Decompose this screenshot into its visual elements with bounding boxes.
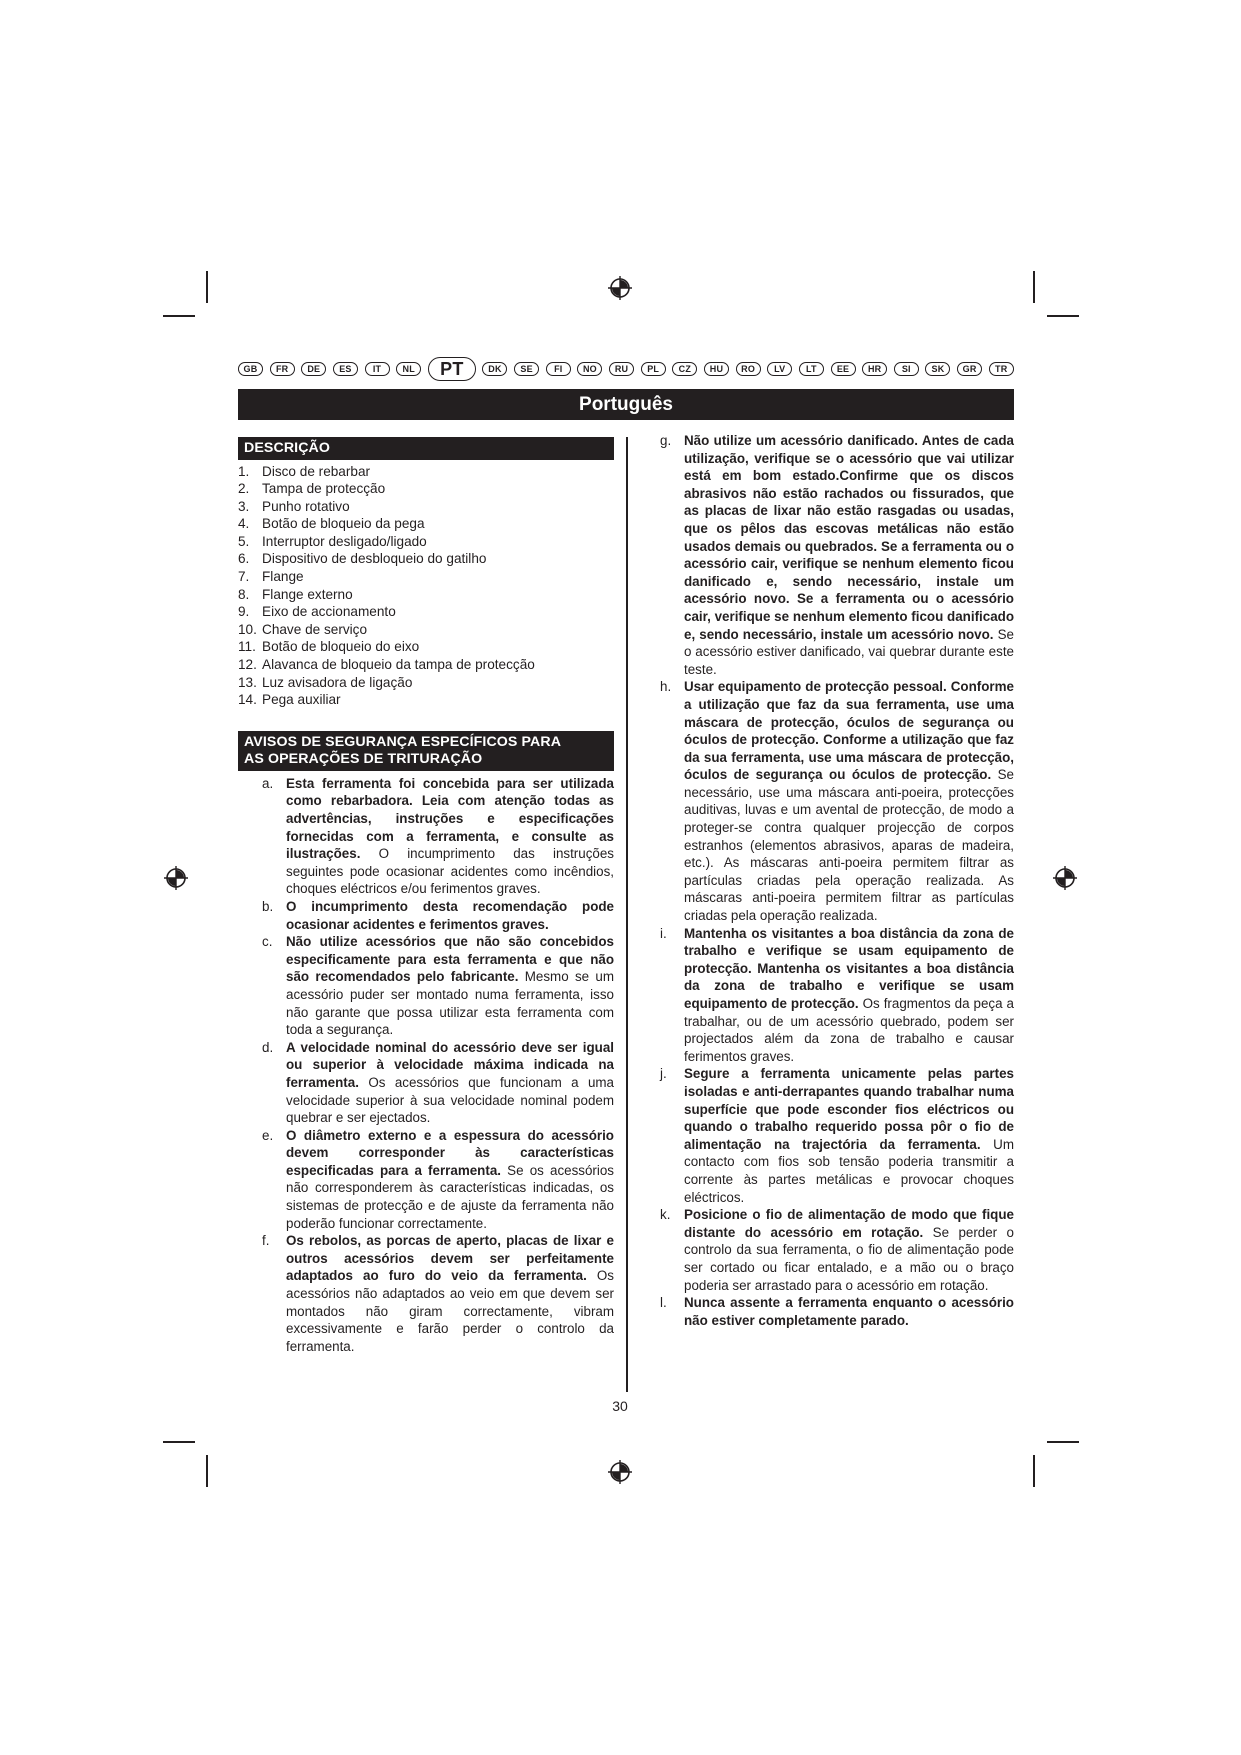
item-text: Luz avisadora de ligação bbox=[262, 674, 413, 690]
item-number: 5. bbox=[238, 533, 250, 549]
item-text: Punho rotativo bbox=[262, 498, 350, 514]
parts-list bbox=[238, 463, 614, 709]
warning-item bbox=[238, 1127, 614, 1233]
item-text: Pega auxiliar bbox=[262, 692, 341, 708]
item-number: 4. bbox=[238, 516, 250, 532]
warning-normal-text: Mesmo se um acessório puder ser montado numa ferramenta, isso não garante que possa utilizar esta ferramenta com toda a segurança. bbox=[286, 969, 614, 1038]
item-text: Disco de rebarbar bbox=[262, 463, 371, 479]
warning-bold-text: Não utilize um acessório danificado. Antes de cada utilização, verifique se o acessório que vai utilizar está em bom estado.Confirme que os discos abrasivos não estão rachados ou fissurados, que as placas de lixar não estão rasgadas ou usadas, que os pêlos das escovas metálicas não estão usados demais ou quebrados. Se a ferramenta ou o acessório cair, verifique se nenhum elemento ficou danificado e, sendo necessário, instale um acessório novo. Se a ferramenta ou o acessório cair, verifique se nenhum elemento ficou danificado e, sendo necessário, instale um acessório novo. bbox=[684, 433, 1014, 642]
warning-letter: j. bbox=[660, 1066, 667, 1082]
warning-normal-text: Os acessórios não adaptados ao veio em que devem ser montados não giram correctamente, vibram excessivamente e farão perder o controlo da ferramenta. bbox=[286, 1268, 614, 1354]
parts-list-item bbox=[238, 674, 614, 692]
warning-normal-text: Se os acessórios não corresponderem às características indicadas, os sistemas de protecção e de ajuste da ferramenta não poderão funcionar correctamente. bbox=[286, 1162, 615, 1231]
crop-mark bbox=[163, 1441, 195, 1443]
warning-normal-text: O incumprimento das instruções seguintes pode ocasionar acidentes como incêndios, choques eléctricos e/ou ferimentos graves. bbox=[286, 846, 614, 897]
language-tab-ru: RU bbox=[609, 362, 634, 376]
language-tab-cz: CZ bbox=[672, 362, 697, 376]
crop-mark bbox=[1033, 1455, 1035, 1487]
warning-item bbox=[652, 432, 1014, 678]
language-tab-nl: NL bbox=[396, 362, 421, 376]
crop-mark bbox=[1033, 271, 1035, 303]
item-number: 13. bbox=[238, 674, 257, 690]
warning-normal-text: Os fragmentos da peça a trabalhar, ou de um acessório quebrado, podem ser projectados além da zona de trabalho e causar ferimentos graves. bbox=[684, 996, 1014, 1064]
warning-item bbox=[652, 1206, 1014, 1294]
warning-bold-text: O incumprimento desta recomendação pode ocasionar acidentes e ferimentos graves. bbox=[286, 898, 614, 932]
item-number: 2. bbox=[238, 481, 250, 497]
warning-letter: i. bbox=[660, 925, 667, 941]
language-tab-fi: FI bbox=[546, 362, 571, 376]
warning-text bbox=[286, 1127, 614, 1233]
language-tab-hr: HR bbox=[862, 362, 887, 376]
warning-item bbox=[652, 678, 1014, 924]
item-number: 8. bbox=[238, 586, 250, 602]
warning-normal-text: Se perder o controlo da sua ferramenta, o fio de alimentação pode ser cortado ou ficar entalado, e a mão ou o braço poderia ser arrastado para o acessório em rotação. bbox=[684, 1224, 1014, 1293]
item-text: Chave de serviço bbox=[262, 621, 368, 637]
item-text: Dispositivo de desbloqueio do gatilho bbox=[262, 551, 487, 567]
item-text: Alavanca de bloqueio da tampa de protecção bbox=[262, 657, 535, 673]
item-text: Flange externo bbox=[262, 586, 353, 602]
registration-mark-icon bbox=[1052, 865, 1078, 891]
warning-text bbox=[286, 898, 614, 933]
parts-list-item bbox=[238, 656, 614, 674]
warning-item bbox=[238, 898, 614, 933]
item-text: Interruptor desligado/ligado bbox=[262, 533, 427, 549]
warning-letter: b. bbox=[262, 898, 274, 914]
language-tab-lt: LT bbox=[799, 362, 824, 376]
warning-text bbox=[684, 1294, 1014, 1329]
parts-list-item bbox=[238, 533, 614, 551]
warning-bold-text: Esta ferramenta foi concebida para ser utilizada como rebarbadora. Leia com atenção todas as advertências, instruções e especificações fornecidas com a ferramenta, e consulte as ilustrações. bbox=[286, 775, 614, 862]
parts-list-item bbox=[238, 498, 614, 516]
language-tab-no: NO bbox=[577, 362, 602, 376]
warning-bold-text: Segure a ferramenta unicamente pelas partes isoladas e anti-derrapantes quando trabalhar numa superfície que pode esconder fios eléctricos ou quando o trabalho requerido possa pôr o fio de alimentação na trajectória da ferramenta. bbox=[684, 1066, 1014, 1152]
parts-list-item bbox=[238, 480, 614, 498]
parts-list-item bbox=[238, 586, 614, 604]
warning-text bbox=[286, 933, 614, 1039]
item-text: Botão de bloqueio da pega bbox=[262, 516, 425, 532]
item-number: 6. bbox=[238, 551, 250, 567]
warning-letter: k. bbox=[660, 1207, 671, 1223]
language-tab-sk: SK bbox=[925, 362, 950, 376]
warnings-heading-line: AVISOS DE SEGURANÇA ESPECÍFICOS PARA bbox=[244, 733, 562, 750]
language-tab-se: SE bbox=[514, 362, 539, 376]
warning-letter: c. bbox=[262, 934, 273, 950]
parts-list-item bbox=[238, 463, 614, 481]
language-tab-hu: HU bbox=[704, 362, 729, 376]
language-tab-ee: EE bbox=[831, 362, 856, 376]
registration-mark-icon bbox=[163, 865, 189, 891]
language-tab-si: SI bbox=[894, 362, 919, 376]
warning-text bbox=[684, 678, 1014, 924]
language-tab-tr: TR bbox=[989, 362, 1014, 376]
warning-item bbox=[652, 1294, 1014, 1329]
warning-item bbox=[238, 1232, 614, 1355]
parts-list-item bbox=[238, 568, 614, 586]
crop-mark bbox=[163, 315, 195, 317]
warning-text bbox=[684, 1206, 1014, 1294]
language-tab-fr: FR bbox=[270, 362, 295, 376]
warning-text bbox=[684, 925, 1014, 1066]
warning-text bbox=[286, 1039, 614, 1127]
page-title: Português bbox=[238, 389, 1014, 420]
warning-item bbox=[652, 925, 1014, 1066]
crop-mark bbox=[1047, 315, 1079, 317]
language-tab-pt: PT bbox=[428, 357, 476, 381]
warnings-list-left bbox=[238, 775, 614, 1356]
page-number: 30 bbox=[612, 1398, 628, 1414]
item-number: 3. bbox=[238, 498, 250, 514]
warning-letter: l. bbox=[660, 1295, 667, 1311]
warning-letter: g. bbox=[660, 433, 672, 448]
warning-item bbox=[238, 933, 614, 1039]
item-number: 10. bbox=[238, 621, 257, 637]
warning-item bbox=[238, 775, 614, 898]
warning-bold-text: Mantenha os visitantes a boa distância da zona de trabalho e verifique se usam equipamento de protecção. Mantenha os visitantes a boa distância da zona de trabalho e verifique se usam equipamento de protecção. bbox=[684, 925, 1014, 1011]
item-text: Botão de bloqueio do eixo bbox=[262, 639, 420, 655]
language-tab-ro: RO bbox=[736, 362, 761, 376]
language-tab-es: ES bbox=[333, 362, 358, 376]
warning-letter: e. bbox=[262, 1127, 274, 1143]
parts-list-item bbox=[238, 515, 614, 533]
warning-letter: d. bbox=[262, 1039, 274, 1055]
warning-bold-text: Usar equipamento de protecção pessoal. Conforme a utilização que faz da sua ferramenta, use uma máscara de protecção, óculos de segurança ou óculos de protecção. Conforme a utilização que faz da sua ferramenta, use uma máscara de protecção, óculos de segurança ou óculos de protecção. bbox=[684, 679, 1014, 783]
left-column bbox=[238, 437, 614, 1355]
language-tab-lv: LV bbox=[767, 362, 792, 376]
item-number: 14. bbox=[238, 692, 257, 708]
item-number: 7. bbox=[238, 569, 250, 585]
warning-text bbox=[286, 1232, 614, 1355]
warning-letter: f. bbox=[262, 1233, 270, 1249]
warning-normal-text: Se o acessório estiver danificado, vai quebrar durante este teste. bbox=[684, 626, 1014, 677]
warning-letter: a. bbox=[262, 775, 274, 791]
language-tab-dk: DK bbox=[482, 362, 507, 376]
parts-list-item bbox=[238, 603, 614, 621]
item-text: Flange bbox=[262, 569, 304, 585]
language-tab-de: DE bbox=[301, 362, 326, 376]
crop-mark bbox=[206, 271, 208, 303]
warnings-list-right bbox=[652, 432, 1014, 1329]
crop-mark bbox=[1047, 1441, 1079, 1443]
column-divider bbox=[626, 437, 628, 1392]
item-number: 12. bbox=[238, 657, 257, 673]
item-number: 1. bbox=[238, 463, 250, 479]
parts-list-item bbox=[238, 550, 614, 568]
registration-mark-icon bbox=[607, 275, 633, 301]
crop-mark bbox=[206, 1455, 208, 1487]
right-column bbox=[652, 432, 1014, 1329]
warning-bold-text: Nunca assente a ferramenta enquanto o acessório não estiver completamente parado. bbox=[684, 1295, 1014, 1328]
parts-list-item bbox=[238, 691, 614, 709]
warning-item bbox=[238, 1039, 614, 1127]
item-text: Tampa de protecção bbox=[262, 481, 386, 497]
language-tab-gb: GB bbox=[238, 362, 263, 376]
warning-letter: h. bbox=[660, 679, 672, 695]
item-text: Eixo de accionamento bbox=[262, 604, 396, 620]
registration-mark-icon bbox=[607, 1459, 633, 1485]
language-tab-gr: GR bbox=[957, 362, 982, 376]
warning-bold-text: Posicione o fio de alimentação de modo que fique distante do acessório em rotação. bbox=[684, 1207, 1014, 1240]
warning-normal-text: Os acessórios que funcionam a uma velocidade superior à sua velocidade nominal podem quebrar e ser ejectados. bbox=[286, 1074, 614, 1126]
item-number: 11. bbox=[238, 639, 256, 655]
warning-text bbox=[684, 1065, 1014, 1206]
description-heading: DESCRIÇÃO bbox=[238, 437, 614, 460]
item-number: 9. bbox=[238, 604, 250, 620]
warning-text bbox=[286, 775, 614, 898]
warning-bold-text: A velocidade nominal do acessório deve ser igual ou superior à velocidade máxima indicada na ferramenta. bbox=[286, 1039, 614, 1090]
warning-normal-text: Um contacto com fios sob tensão poderia transmitir a corrente às partes metálicas e provocar choques eléctricos. bbox=[684, 1136, 1014, 1205]
warning-bold-text: Não utilize acessórios que não são concebidos especificamente para esta ferramenta e que não são recomendados pelo fabricante. bbox=[286, 934, 614, 985]
language-tab-pl: PL bbox=[641, 362, 666, 376]
warning-item bbox=[652, 1065, 1014, 1206]
warning-normal-text: Se necessário, use uma máscara anti-poeira, protecções auditivas, luvas e um avental de protecção, de modo a proteger-se contra qualquer projecção de corpos estranhos (elementos abrasivos, aparas de madeira, etc.). As máscaras anti-poeira permitem filtrar as partículas criadas pela operação realizada. As máscaras anti-poeira permitem filtrar as partículas criadas pela operação realizada. bbox=[684, 767, 1014, 924]
warnings-heading-line: AS OPERAÇÕES DE TRITURAÇÃO bbox=[244, 751, 483, 768]
warning-bold-text: O diâmetro externo e a espessura do acessório devem corresponder às características especificadas para a ferramenta. bbox=[286, 1127, 614, 1178]
language-tabs bbox=[238, 356, 1014, 382]
warnings-heading bbox=[238, 731, 614, 771]
language-tab-it: IT bbox=[365, 362, 390, 376]
parts-list-item bbox=[238, 638, 614, 656]
parts-list-item bbox=[238, 621, 614, 639]
warning-bold-text: Os rebolos, as porcas de aperto, placas de lixar e outros acessórios devem ser perfeitamente adaptados ao furo do veio da ferramenta. bbox=[286, 1233, 614, 1284]
warning-text bbox=[684, 432, 1014, 678]
